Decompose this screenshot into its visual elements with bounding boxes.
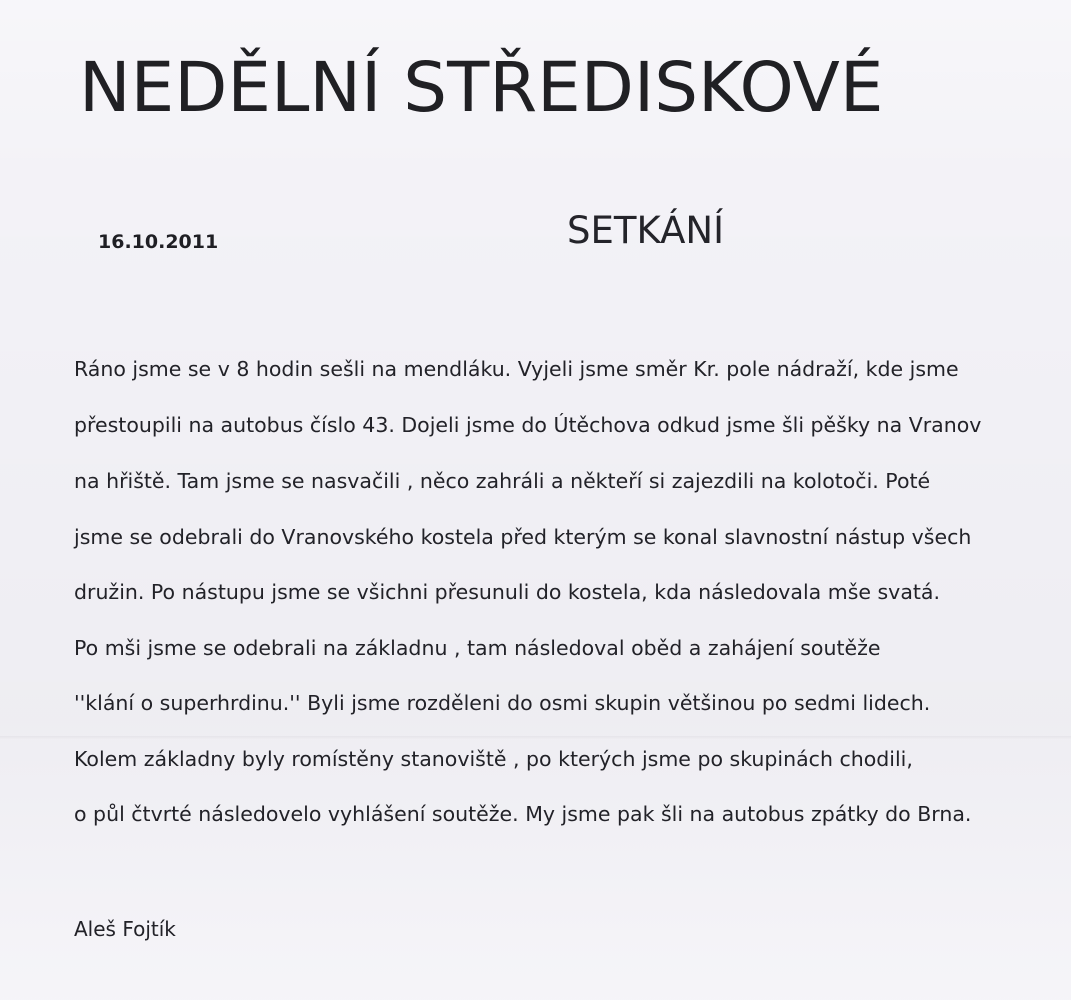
body-line: Kolem základny byly romístěny stanoviště , po kterých jsme po skupinách chodili, [74, 747, 913, 771]
body-line: družin. Po nástupu jsme se všichni přesunuli do kostela, kda následovala mše svatá. [74, 580, 940, 604]
document-title: NEDĚLNÍ STŘEDISKOVÉ [79, 48, 884, 128]
document-date: 16.10.2011 [98, 231, 219, 253]
body-line: Po mši jsme se odebrali na základnu , tam následoval oběd a zahájení soutěže [74, 636, 881, 660]
body-line: o půl čtvrté následovelo vyhlášení soutěže. My jsme pak šli na autobus zpátky do Brna. [74, 802, 972, 826]
body-line: Ráno jsme se v 8 hodin sešli na mendláku. Vyjeli jsme směr Kr. pole nádraží, kde jsme [74, 357, 959, 381]
body-line: přestoupili na autobus číslo 43. Dojeli jsme do Útěchova odkud jsme šli pěšky na Vranov [74, 413, 982, 437]
body-line: jsme se odebrali do Vranovského kostela před kterým se konal slavnostní nástup všech [74, 525, 972, 549]
document-signature: Aleš Fojtík [74, 917, 176, 941]
paper-fold-line [0, 736, 1071, 740]
document-subtitle: SETKÁNÍ [567, 209, 724, 252]
body-line: ''klání o superhrdinu.'' Byli jsme rozděleni do osmi skupin většinou po sedmi lidech. [74, 691, 931, 715]
body-line: na hřiště. Tam jsme se nasvačili , něco zahráli a někteří si zajezdili na kolotoči. Poté [74, 469, 931, 493]
